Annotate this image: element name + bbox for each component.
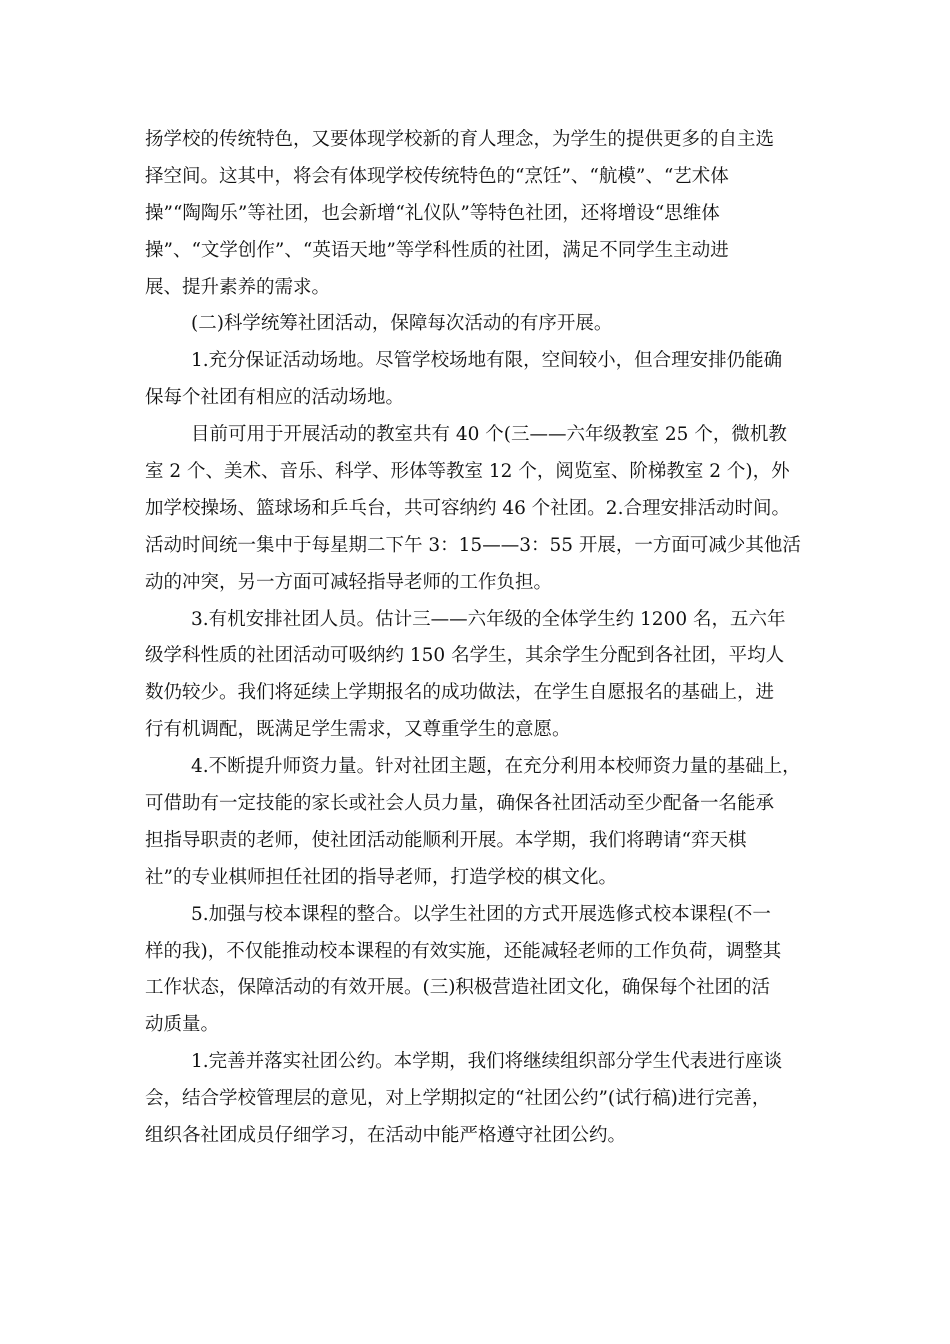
text-line: 可借助有一定技能的家长或社会人员力量，确保各社团活动至少配备一名能承 [145, 793, 775, 815]
text-line: 会，结合学校管理层的意见，对上学期拟定的“社团公约”(试行稿)进行完善， [145, 1088, 771, 1110]
text-line: 动的冲突，另一方面可减轻指导老师的工作负担。 [145, 571, 553, 593]
text-line: 组织各社团成员仔细学习，在活动中能严格遵守社团公约。 [145, 1125, 627, 1147]
text-line: 级学科性质的社团活动可吸纳约 150 名学生，其余学生分配到各社团，平均人 [145, 645, 785, 667]
body-text [145, 122, 825, 1155]
text-line: (二)科学统筹社团活动，保障每次活动的有序开展。 [191, 313, 613, 335]
text-line: 操”、“文学创作”、“英语天地”等学科性质的社团，满足不同学生主动进 [145, 239, 729, 261]
text-line: 1.完善并落实社团公约。本学期，我们将继续组织部分学生代表进行座谈 [191, 1051, 783, 1073]
text-line: 行有机调配，既满足学生需求，又尊重学生的意愿。 [145, 719, 571, 741]
text-line: 担指导职责的老师，使社团活动能顺利开展。本学期，我们将聘请“弈天棋 [145, 829, 747, 851]
text-line: 展、提升素养的需求。 [145, 276, 331, 298]
text-line: 活动时间统一集中于每星期二下午 3：15——3：55 开展，一方面可减少其他活 [145, 534, 801, 556]
text-line: 工作状态，保障活动的有效开展。(三)积极营造社团文化，确保每个社团的活 [145, 977, 770, 999]
text-line: 择空间。这其中，将会有体现学校传统特色的“烹饪”、“航模”、“艺术体 [145, 165, 729, 187]
text-line: 保每个社团有相应的活动场地。 [145, 387, 405, 409]
text-line: 动质量。 [145, 1014, 220, 1036]
text-line: 数仍较少。我们将延续上学期报名的成功做法，在学生自愿报名的基础上，进 [145, 682, 775, 704]
text-line: 扬学校的传统特色，又要体现学校新的育人理念，为学生的提供更多的自主选 [145, 129, 775, 150]
text-line: 样的我)，不仅能推动校本课程的有效实施，还能减轻老师的工作负荷，调整其 [145, 940, 782, 962]
text-line: 4.不断提升师资力量。针对社团主题，在充分利用本校师资力量的基础上， [191, 756, 801, 778]
text-line: 加学校操场、篮球场和乒乓台，共可容纳约 46 个社团。2.合理安排活动时间。 [145, 497, 790, 519]
text-line: 操”“陶陶乐”等社团，也会新增“礼仪队”等特色社团，还将增设“思维体 [145, 202, 720, 224]
text-line: 社”的专业棋师担任社团的指导老师，打造学校的棋文化。 [145, 866, 617, 888]
text-line: 目前可用于开展活动的教室共有 40 个(三——六年级教室 25 个，微机教 [191, 424, 787, 446]
text-line: 3.有机安排社团人员。估计三——六年级的全体学生约 1200 名，五六年 [191, 608, 786, 630]
text-line: 5.加强与校本课程的整合。以学生社团的方式开展选修式校本课程(不一 [191, 903, 771, 925]
text-line: 室 2 个、美术、音乐、科学、形体等教室 12 个，阅览室、阶梯教室 2 个)，外 [145, 461, 790, 483]
text-line: 1.充分保证活动场地。尽管学校场地有限，空间较小，但合理安排仍能确 [191, 350, 783, 372]
